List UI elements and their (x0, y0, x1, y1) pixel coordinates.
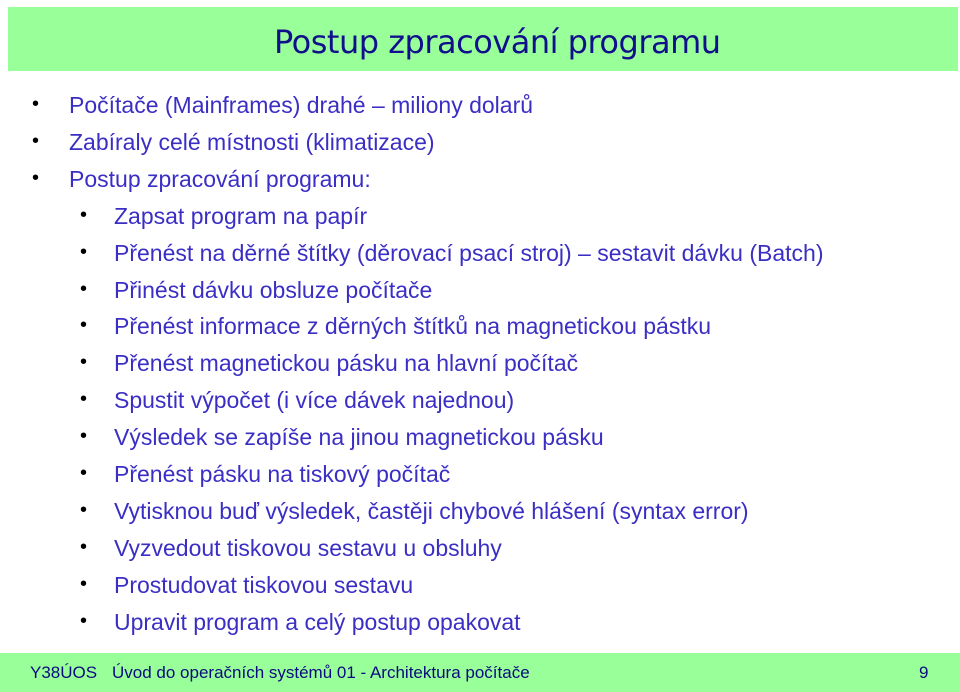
list-item-text: Přenést pásku na tiskový počítač (114, 461, 451, 487)
bullet-icon: • (80, 240, 88, 263)
slide-title: Postup zpracování programu (274, 23, 721, 61)
bullet-icon: • (80, 277, 88, 300)
bullet-icon: • (80, 535, 88, 558)
list-item-text: Zapsat program na papír (114, 202, 368, 229)
list-item-text: Přinést dávku obsluze počítače (114, 276, 433, 303)
bullet-icon: • (80, 572, 88, 595)
bullet-icon: • (32, 166, 40, 189)
bullet-icon: • (80, 609, 88, 632)
bullet-icon: • (80, 498, 88, 521)
bullet-icon: • (80, 462, 88, 484)
list-item-text: Upravit program a celý postup opakovat (114, 608, 521, 635)
bullet-icon: • (80, 351, 88, 374)
footer-bar (0, 650, 960, 692)
footer-subject: Úvod do operačních systémů 01 - Architektura počítače (112, 663, 530, 682)
list-item-text: Zabíraly celé místnosti (klimatizace) (69, 128, 435, 155)
bullet-icon: • (32, 129, 40, 152)
list-item-text: Počítače (Mainframes) drahé – miliony dolarů (69, 92, 534, 118)
list-item-text: Přenést na děrné štítky (děrovací psací stroj) – sestavit dávku (Batch) (114, 239, 824, 266)
list-item-text: Přenést magnetickou pásku na hlavní počítač (114, 350, 579, 377)
page-number: 9 (919, 663, 929, 682)
bullet-icon: • (32, 93, 40, 115)
bullet-icon: • (80, 314, 88, 337)
list-item-text: Přenést informace z děrných štítků na magnetickou pástku (114, 313, 712, 340)
footer-course-code: Y38ÚOS (30, 663, 98, 682)
list-item-text: Vyzvedout tiskovou sestavu u obsluhy (114, 534, 502, 561)
list-item-text: Prostudovat tiskovou sestavu (114, 571, 414, 598)
list-item-text: Výsledek se zapíše na jinou magnetickou pásku (114, 424, 604, 451)
bullet-icon: • (80, 203, 88, 226)
list-item-text: Spustit výpočet (i více dávek najednou) (114, 387, 515, 414)
bullet-icon: • (80, 425, 88, 448)
bullet-icon: • (80, 388, 88, 411)
list-item-text: Postup zpracování programu: (69, 165, 371, 192)
list-item-text: Vytisknou buď výsledek, častěji chybové hlášení (syntax error) (114, 497, 749, 524)
